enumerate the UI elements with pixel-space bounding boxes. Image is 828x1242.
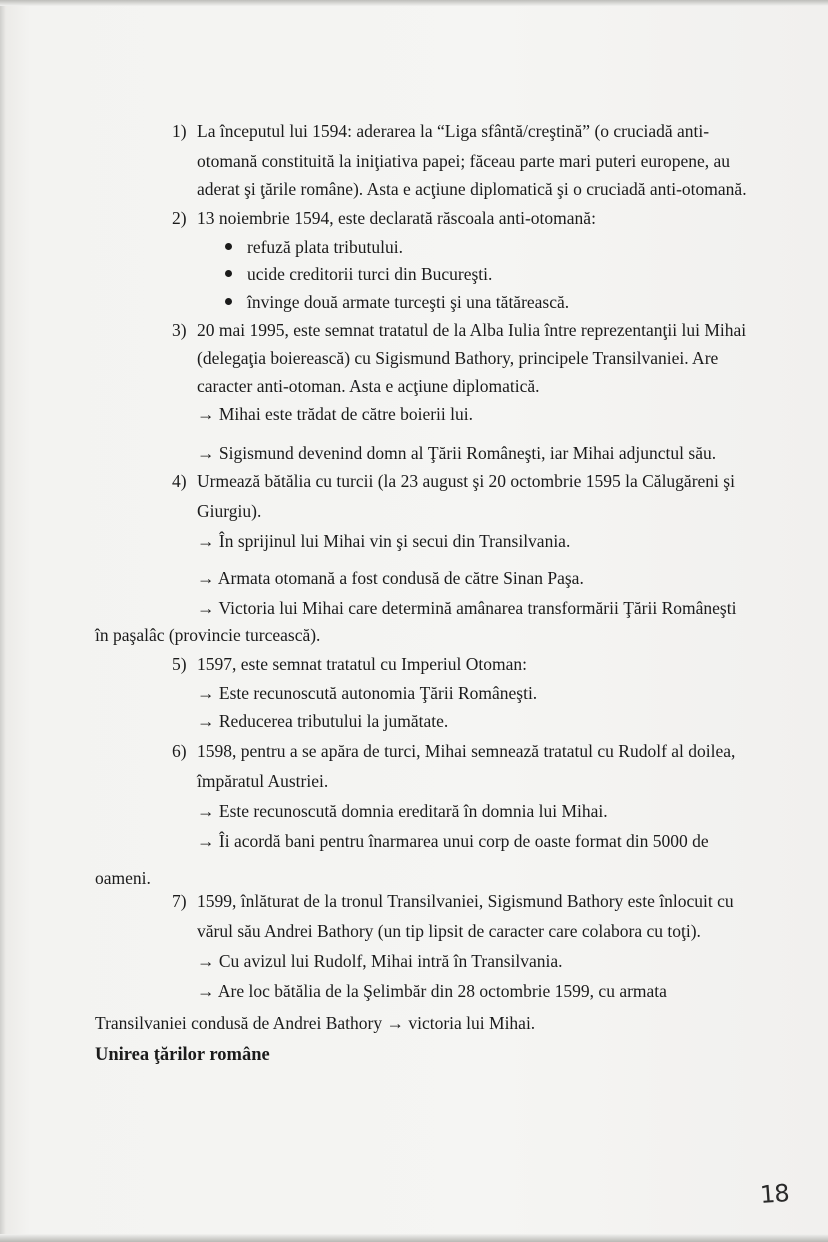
text-line: → Victoria lui Mihai care determină amânarea transformării Ţării Româneşti bbox=[197, 598, 737, 618]
text-line: Transilvaniei condusă de Andrei Bathory → victoria lui Mihai. bbox=[95, 1013, 536, 1033]
text-line: împăratul Austriei. bbox=[197, 771, 329, 791]
item-number: 4) bbox=[172, 471, 187, 491]
text-line: 1599, înlăturat de la tronul Transilvaniei, Sigismund Bathory este înlocuit cu bbox=[197, 891, 734, 911]
text-line: → Este recunoscută domnia ereditară în domnia lui Mihai. bbox=[197, 801, 608, 821]
text-line: → Îi acordă bani pentru înarmarea unui corp de oaste format din 5000 de bbox=[197, 831, 709, 851]
text-line: → Armata otomană a fost condusă de către Sinan Paşa. bbox=[197, 568, 584, 588]
bullet-text: refuză plata tributului. bbox=[247, 237, 403, 257]
bullet-icon bbox=[225, 243, 232, 250]
bullet-text: învinge două armate turceşti şi una tătărească. bbox=[247, 292, 570, 312]
text-line: 1598, pentru a se apăra de turci, Mihai semnează tratatul cu Rudolf al doilea, bbox=[197, 741, 736, 761]
bullet-icon bbox=[225, 270, 232, 277]
text-line: → Are loc bătălia de la Şelimbăr din 28 octombrie 1599, cu armata bbox=[197, 981, 667, 1001]
section-heading: Unirea ţărilor române bbox=[95, 1045, 270, 1065]
text-line: → Sigismund devenind domn al Ţării Româneşti, iar Mihai adjunctul său. bbox=[197, 443, 717, 463]
text-line: otomană constituită la iniţiativa papei; făceau parte mari puteri europene, au bbox=[197, 151, 731, 171]
text-line: 13 noiembrie 1594, este declarată răscoala anti-otomană: bbox=[197, 208, 596, 228]
bullet-icon bbox=[225, 298, 232, 305]
text-line: în paşalâc (provincie turcească). bbox=[95, 625, 321, 645]
text-line: Giurgiu). bbox=[197, 501, 262, 521]
bullet-text: ucide creditorii turci din Bucureşti. bbox=[247, 264, 493, 284]
text-line: → Este recunoscută autonomia Ţării Româneşti. bbox=[197, 683, 538, 703]
item-number: 5) bbox=[172, 654, 187, 674]
text-line: → Reducerea tributului la jumătate. bbox=[197, 711, 449, 731]
item-number: 3) bbox=[172, 320, 187, 340]
text-line: → În sprijinul lui Mihai vin şi secui din Transilvania. bbox=[197, 531, 571, 551]
item-number: 2) bbox=[172, 208, 187, 228]
text-line: vărul său Andrei Bathory (un tip lipsit de caracter care colabora cu toţi). bbox=[197, 921, 701, 941]
paper-edge-top bbox=[0, 0, 828, 6]
text-line: → Mihai este trădat de către boierii lui. bbox=[197, 404, 474, 424]
item-number: 7) bbox=[172, 891, 187, 911]
text-line: Urmează bătălia cu turcii (la 23 august şi 20 octombrie 1595 la Călugăreni şi bbox=[197, 471, 735, 491]
text-line: caracter anti-otoman. Asta e acţiune diplomatică. bbox=[197, 376, 540, 396]
text-line: 20 mai 1995, este semnat tratatul de la Alba Iulia între reprezentanţii lui Mihai bbox=[197, 320, 747, 340]
text-line: aderat şi ţările române). Asta e acţiune diplomatică şi o cruciadă anti-otomană. bbox=[197, 179, 747, 199]
handwritten-page-number: 18 bbox=[759, 1179, 790, 1209]
text-line: La începutul lui 1594: aderarea la “Liga sfântă/creştină” (o cruciadă anti- bbox=[197, 121, 710, 141]
text-line: oameni. bbox=[95, 868, 151, 888]
text-line: → Cu avizul lui Rudolf, Mihai intră în Transilvania. bbox=[197, 951, 563, 971]
text-line: (delegaţia boierească) cu Sigismund Bathory, principele Transilvaniei. Are bbox=[197, 348, 719, 368]
item-number: 1) bbox=[172, 121, 187, 141]
paper-edge-bottom bbox=[0, 1234, 828, 1242]
item-number: 6) bbox=[172, 741, 187, 761]
text-line: 1597, este semnat tratatul cu Imperiul Otoman: bbox=[197, 654, 527, 674]
